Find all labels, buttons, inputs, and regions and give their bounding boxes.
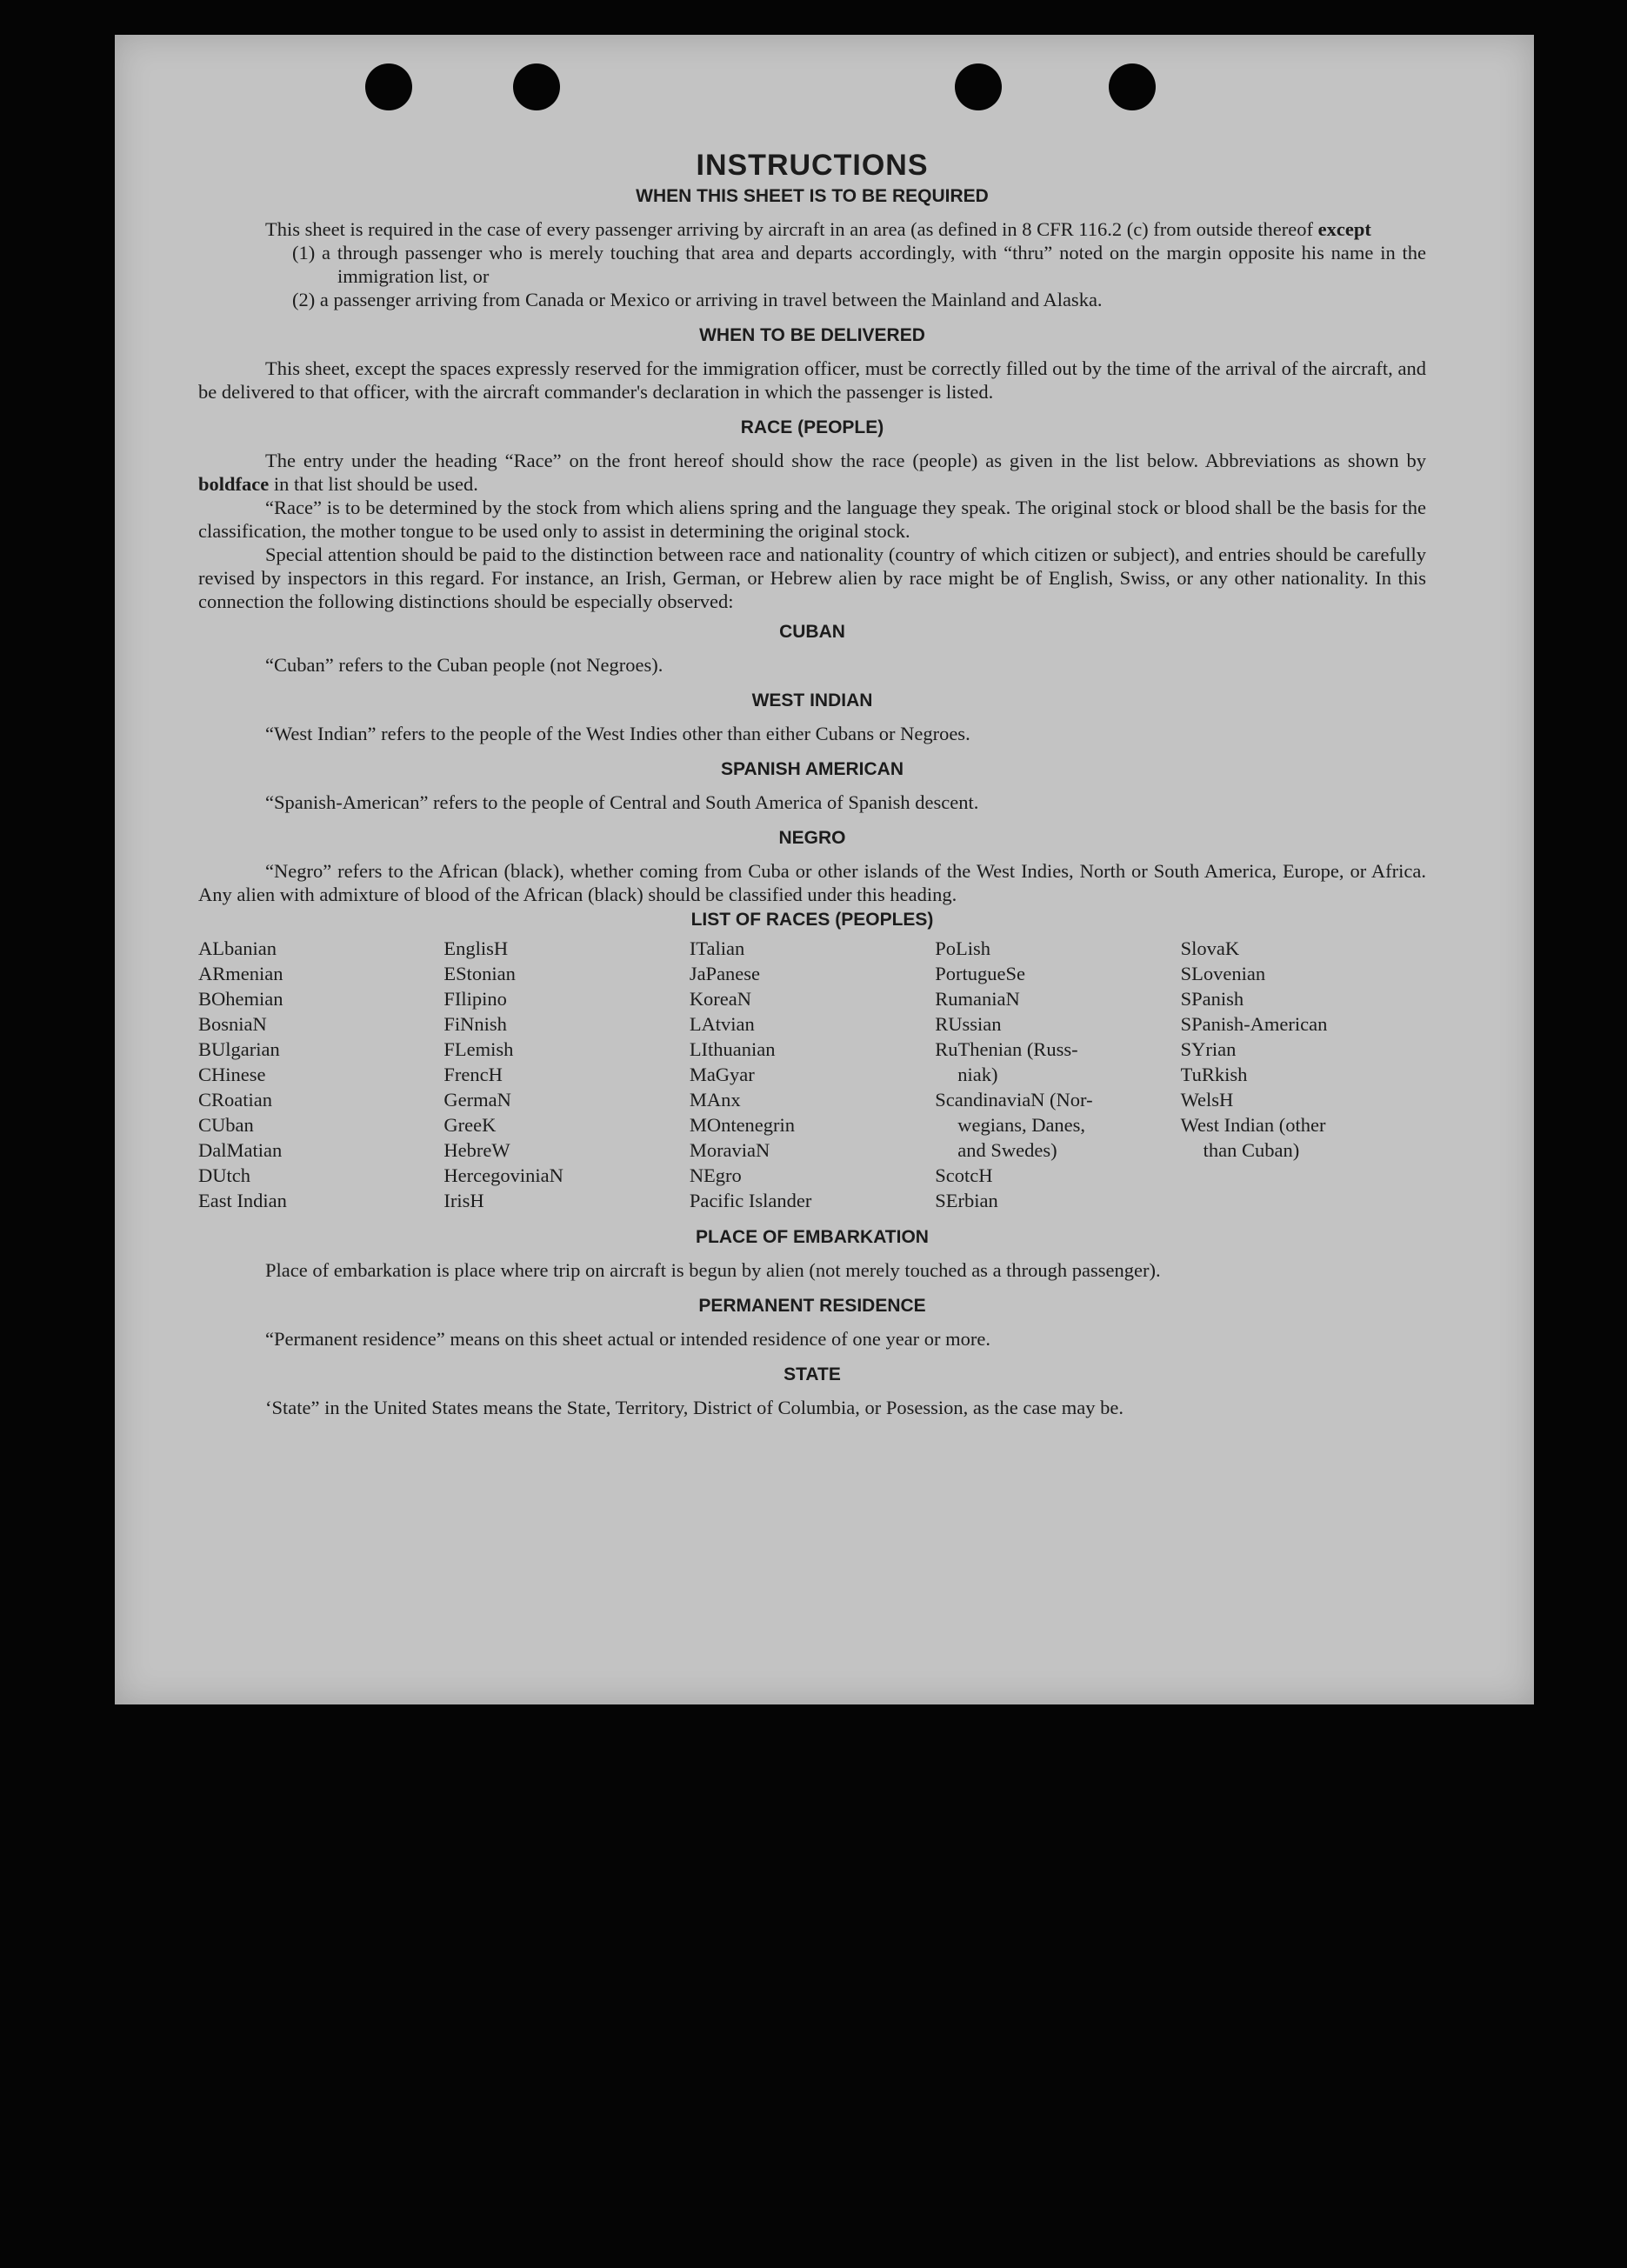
race-entry: East Indian <box>198 1190 287 1211</box>
race-entry: and Swedes) <box>957 1139 1057 1161</box>
race-entry: RumaniaN <box>935 988 1020 1010</box>
page-title: INSTRUCTIONS <box>696 149 929 182</box>
heading-required: WHEN THIS SHEET IS TO BE REQUIRED <box>636 186 989 206</box>
race-entry: CUban <box>198 1114 254 1136</box>
race-entry: EnglisH <box>443 937 509 959</box>
race-entry: GreeK <box>443 1114 497 1136</box>
race-entry: SErbian <box>935 1190 998 1211</box>
instructions-content <box>198 148 1426 1419</box>
race-entry: DalMatian <box>198 1139 283 1161</box>
race-entry: RuThenian (Russ- <box>935 1038 1078 1060</box>
race-entry: than Cuban) <box>1203 1139 1300 1161</box>
races-column <box>690 936 935 1213</box>
race-entry: MOntenegrin <box>689 1114 796 1136</box>
race-entry: West Indian (other <box>1180 1114 1326 1136</box>
race-entry: ARmenian <box>198 963 283 984</box>
race-entry: DUtch <box>198 1164 250 1186</box>
race-entry: FLemish <box>443 1038 514 1060</box>
race-entry: JaPanese <box>689 963 761 984</box>
delivered-text: This sheet, except the spaces expressly reserved for the immigration officer, must be correctly filled out by the time of the arrival of the aircraft, and be delivered to that officer, with the aircraft commander's declaration in which the passenger is listed. <box>198 357 1426 403</box>
race-entry: FIlipino <box>443 988 507 1010</box>
races-list <box>198 936 1426 1213</box>
race-entry: MAnx <box>689 1089 741 1111</box>
required-item-2: (2) a passenger arriving from Canada or Mexico or arriving in travel between the Mainland and Alaska. <box>292 289 1103 310</box>
cuban-text: “Cuban” refers to the Cuban people (not Negroes). <box>265 654 663 676</box>
race-entry: CHinese <box>198 1064 266 1085</box>
heading-state: STATE <box>783 1364 841 1384</box>
punch-hole-4 <box>1109 63 1156 110</box>
races-column <box>1181 936 1426 1213</box>
race-paragraph-3: Special attention should be paid to the distinction between race and nationality (country of which citizen or subject), and entries should be carefully revised by inspectors in this regard. For instance, an Irish, German, or Hebrew alien by race might be of English, Swiss, or any other nationality. In this connection the following distinctions should be especially observed: <box>198 544 1426 612</box>
embarkation-text: Place of embarkation is place where trip on aircraft is begun by alien (not merely touched as a through passenger). <box>265 1259 1161 1281</box>
race-entry: BOhemian <box>198 988 283 1010</box>
punch-hole-1 <box>365 63 412 110</box>
race-entry: NEgro <box>689 1164 742 1186</box>
race-entry: SlovaK <box>1180 937 1240 959</box>
race-entry: niak) <box>957 1064 998 1085</box>
race-entry: LIthuanian <box>689 1038 776 1060</box>
race-entry: FrencH <box>443 1064 503 1085</box>
race-paragraph-1: The entry under the heading “Race” on the front hereof should show the race (people) as given in the list below. Abbreviations as shown by boldface in that list should be used. <box>198 450 1426 495</box>
race-entry: IrisH <box>443 1190 484 1211</box>
race-entry: Pacific Islander <box>689 1190 812 1211</box>
race-entry: HercegoviniaN <box>443 1164 563 1186</box>
state-text: ‘State” in the United States means the State, Territory, District of Columbia, or Posession, as the case may be. <box>265 1397 1124 1418</box>
race-entry: SLovenian <box>1180 963 1266 984</box>
race-entry: wegians, Danes, <box>957 1114 1086 1136</box>
heading-race: RACE (PEOPLE) <box>740 417 884 437</box>
races-column <box>443 936 689 1213</box>
spanish-american-text: “Spanish-American” refers to the people of Central and South America of Spanish descent. <box>265 791 979 813</box>
race-entry: SPanish-American <box>1180 1013 1328 1035</box>
punch-hole-2 <box>513 63 560 110</box>
race-entry: TuRkish <box>1180 1064 1248 1085</box>
race-entry: CRoatian <box>198 1089 272 1111</box>
race-entry: FiNnish <box>443 1013 507 1035</box>
west-indian-text: “West Indian” refers to the people of the West Indies other than either Cubans or Negroes. <box>265 723 970 744</box>
race-entry: PoLish <box>935 937 990 959</box>
race-entry: WelsH <box>1180 1089 1234 1111</box>
required-item-1: (1) a through passenger who is merely touching that area and departs accordingly, with “thru” noted on the margin opposite his name in the immigration list, or <box>292 242 1426 287</box>
race-entry: ITalian <box>689 937 745 959</box>
required-intro: This sheet is required in the case of every passenger arriving by aircraft in an area (as defined in 8 CFR 116.2 (c) from outside thereof except <box>265 218 1371 240</box>
race-entry: ALbanian <box>198 937 277 959</box>
boldface-word: boldface <box>198 473 270 495</box>
heading-cuban: CUBAN <box>779 622 845 642</box>
race-entry: EStonian <box>443 963 516 984</box>
race-entry: ScandinaviaN (Nor- <box>935 1089 1093 1111</box>
heading-spanish-american: SPANISH AMERICAN <box>720 759 904 779</box>
race-paragraph-2: “Race” is to be determined by the stock from which aliens spring and the language they speak. The original stock or blood shall be the basis for the classification, the mother tongue to be used only to assist in determining the original stock. <box>198 497 1426 542</box>
race-entry: PortugueSe <box>935 963 1025 984</box>
race-entry: KoreaN <box>689 988 752 1010</box>
heading-embarkation: PLACE OF EMBARKATION <box>696 1227 929 1247</box>
race-entry: BosniaN <box>198 1013 267 1035</box>
race-entry: MoraviaN <box>689 1139 770 1161</box>
residence-text: “Permanent residence” means on this sheet actual or intended residence of one year or more. <box>265 1328 991 1350</box>
race-entry: RUssian <box>935 1013 1002 1035</box>
race-entry: LAtvian <box>689 1013 755 1035</box>
heading-list-of-races: LIST OF RACES (PEOPLES) <box>690 910 934 930</box>
race-entry: SYrian <box>1180 1038 1237 1060</box>
race-entry: HebreW <box>443 1139 510 1161</box>
heading-residence: PERMANENT RESIDENCE <box>698 1296 926 1316</box>
heading-negro: NEGRO <box>778 828 846 848</box>
races-column <box>198 936 443 1213</box>
negro-text: “Negro” refers to the African (black), whether coming from Cuba or other islands of the West Indies, North or South America, Europe, or Africa. Any alien with admixture of blood of the African (black) should be classified under this heading. <box>198 860 1426 905</box>
race-entry: ScotcH <box>935 1164 993 1186</box>
heading-delivered: WHEN TO BE DELIVERED <box>699 325 925 345</box>
heading-west-indian: WEST INDIAN <box>751 690 873 710</box>
race-entry: GermaN <box>443 1089 511 1111</box>
document-sheet <box>115 35 1534 1704</box>
race-entry: BUlgarian <box>198 1038 280 1060</box>
except-word: except <box>1317 218 1371 240</box>
punch-hole-3 <box>955 63 1002 110</box>
race-entry: SPanish <box>1180 988 1244 1010</box>
race-entry: MaGyar <box>689 1064 755 1085</box>
races-column <box>935 936 1180 1213</box>
